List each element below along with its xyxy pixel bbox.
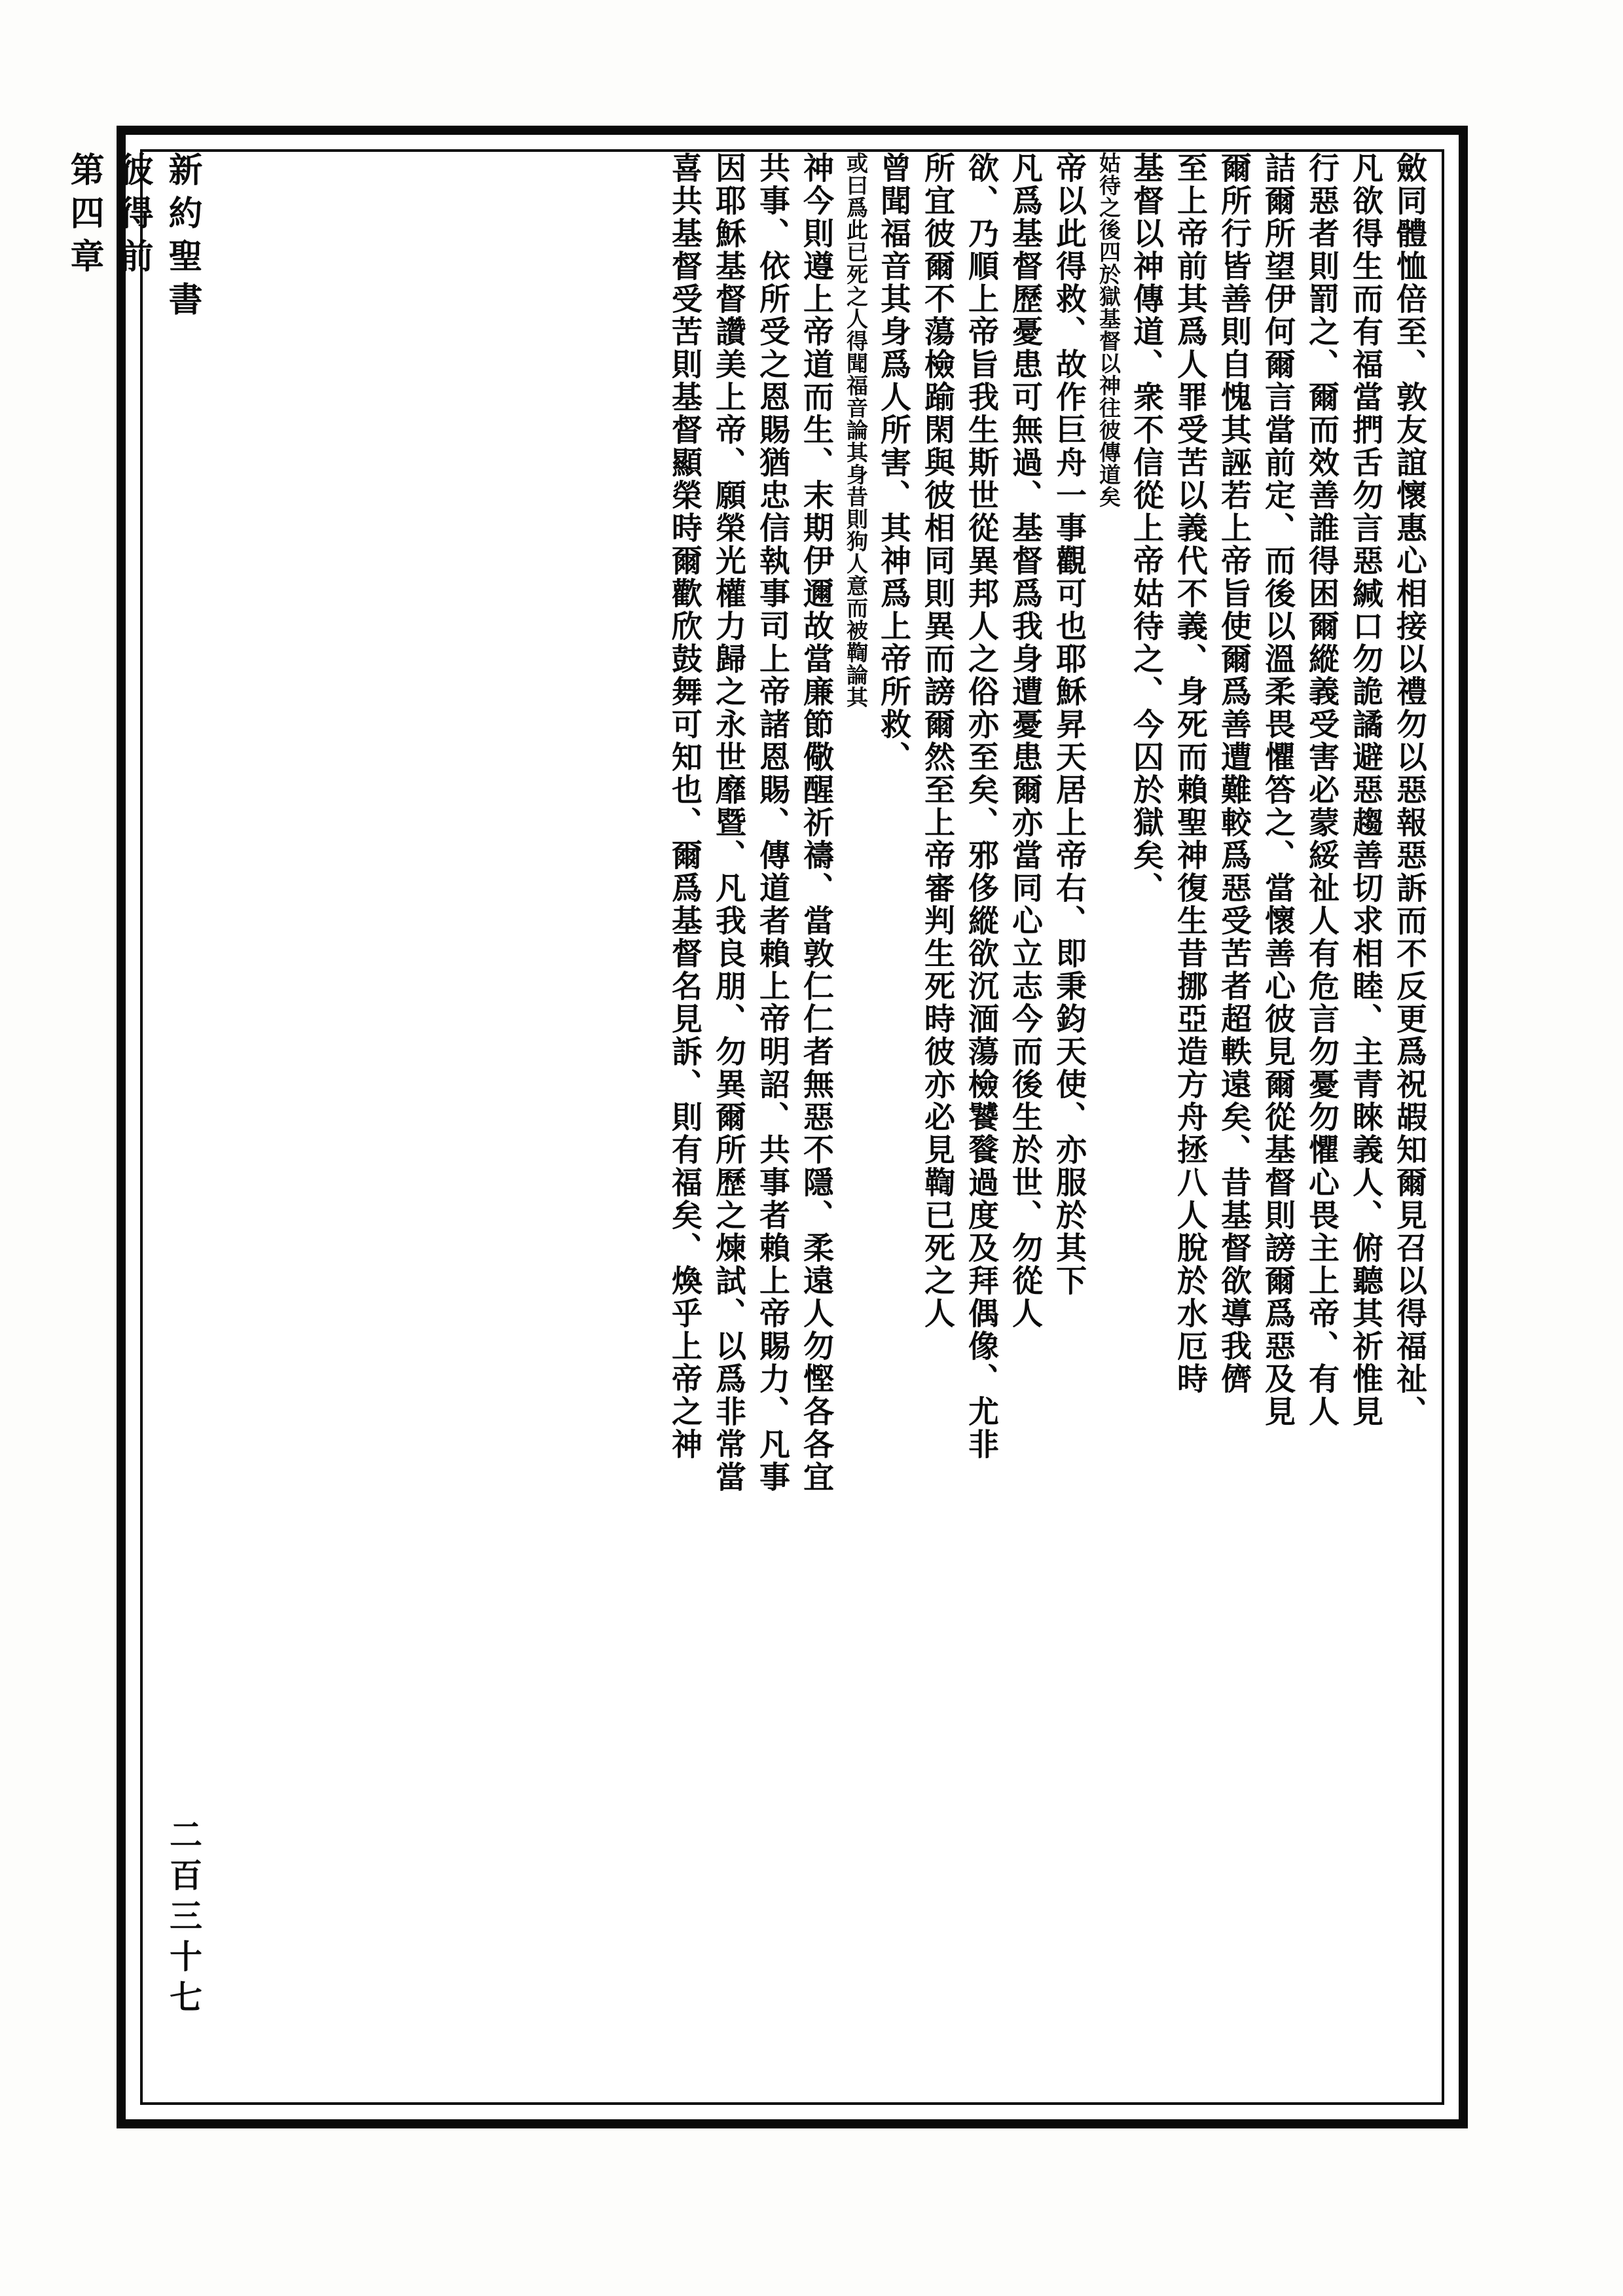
page-number: 二百三十七 bbox=[164, 1818, 203, 2020]
text-column: 欲、乃順上帝旨我生斯世從異邦人之俗亦至矣、邪侈縱欲沉湎蕩檢饕餮過度及拜偶像、尤非 bbox=[963, 152, 999, 1461]
book-title: 新約聖書 bbox=[162, 152, 202, 325]
text-column: 基督以神傳道、衆不信從上帝姑待之、今囚於獄矣、 bbox=[1128, 152, 1164, 905]
text-column: 所宜彼爾不蕩檢踰閑與彼相同則異而謗爾然至上帝審判生死時彼亦必見鞫已死之人 bbox=[919, 152, 955, 1330]
text-column: 共事、依所受之恩賜猶忠信執事司上帝諸恩賜、傳道者賴上帝明詔、共事者賴上帝賜力、凡事 bbox=[754, 152, 790, 1494]
chapter-label: 第四章 bbox=[64, 152, 104, 281]
book-name: 彼得前 bbox=[113, 152, 153, 281]
text-column: 詰爾所望伊何爾言當前定、而後以溫柔畏懼答之、當懷善心彼見爾從基督則謗爾爲惡及見 bbox=[1260, 152, 1296, 1428]
text-column: 神今則遵上帝道而生、末期伊邇故當廉節儆醒祈禱、當敦仁仁者無惡不隱、柔遠人勿慳各各宜 bbox=[798, 152, 834, 1494]
text-column: 爾所行皆善則自愧其誣若上帝旨使爾爲善遭難較爲惡受苦者超軼遠矣、昔基督欲導我儕 bbox=[1216, 152, 1252, 1395]
text-column: 至上帝前其爲人罪受苦以義代不義、身死而賴聖神復生昔挪亞造方舟拯八人脫於水厄時 bbox=[1172, 152, 1208, 1395]
text-column: 斂同體恤倍至、敦友誼懷惠心相接以禮勿以惡報惡訴而不反更爲祝嘏知爾見召以得福祉、 bbox=[1391, 152, 1427, 1428]
text-column: 凡欲得生而有福當捫舌勿言惡緘口勿詭譎避惡趨善切求相睦、主青睞義人、俯聽其祈惟見 bbox=[1347, 152, 1383, 1428]
text-column: 喜共基督受苦則基督顯榮時爾歡欣鼓舞可知也、爾爲基督名見訴、則有福矣、煥乎上帝之神 bbox=[666, 152, 702, 1461]
text-column: 凡爲基督歷憂患可無過、基督爲我身遭憂患爾亦當同心立志今而後生於世、勿從人 bbox=[1007, 152, 1043, 1330]
text-column: 行惡者則罰之、爾而效善誰得困爾縱義受害必蒙綏祉人有危言勿憂勿懼心畏主上帝、有人 bbox=[1304, 152, 1340, 1428]
text-column-annotation: 或曰爲此已死之人得聞福音論其身昔則狗人意而被鞫論其 bbox=[843, 152, 869, 708]
text-column: 帝以此得救、故作巨舟一事觀可也耶穌昇天居上帝右、即秉鈞天使、亦服於其下 bbox=[1051, 152, 1087, 1297]
text-column: 因耶穌基督讚美上帝、願榮光權力歸之永世靡暨、凡我良朋、勿異爾所歷之煉試、以爲非常當 bbox=[710, 152, 746, 1494]
body-text bbox=[157, 152, 1427, 2102]
text-column-annotation: 姑待之後四於獄基督以神往彼傳道矣 bbox=[1096, 152, 1122, 508]
text-column: 曾聞福音其身爲人所害、其神爲上帝所救、 bbox=[875, 152, 911, 774]
